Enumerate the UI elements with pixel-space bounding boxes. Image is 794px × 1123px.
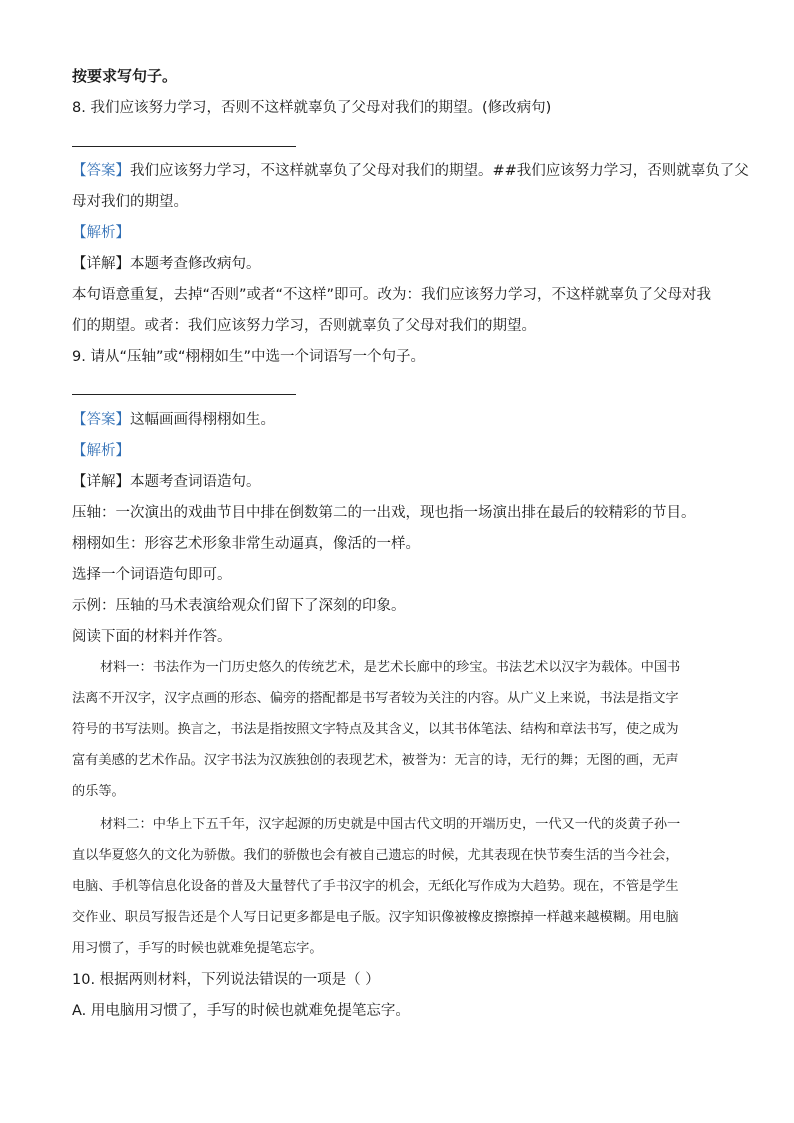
answer-8-line-1 [72,161,749,181]
answer-blank-9 [72,394,296,395]
answer-text: 这幅画画得栩栩如生。 [130,412,275,428]
material-2-line: 电脑、手机等信息化设备的普及大量替代了手书汉字的机会，无纸化写作成为大趋势。现在，不管是学生 [72,879,679,894]
section-heading: 按要求写句子。 [72,67,178,85]
analysis-tag-8: 【解析】 [72,225,130,241]
detail-8 [72,254,732,274]
material-1-line: 材料一：书法作为一门历史悠久的传统艺术，是艺术长廊中的珍宝。书法艺术以汉字为载体。中国书 [100,660,681,675]
material-1-line: 法离不开汉字，汉字点画的形态、偏旁的搭配都是书写者较为关注的内容。从广义上来说，书法是指文字 [72,691,679,706]
option-a: A. 用电脑用习惯了，手写的时候也就难免提笔忘字。 [72,1003,410,1019]
answer-text: 我们应该努力学习，不这样就辜负了父母对我们的期望。##我们应该努力学习，否则就辜负了父 [130,163,749,179]
question-10: 10. 根据两则材料，下列说法错误的一项是（ ） [72,972,380,988]
detail-tag: 【详解】 [72,256,130,272]
analysis-tag-9: 【解析】 [72,443,130,459]
detail-tag: 【详解】 [72,474,130,490]
material-2-line: 交作业、职员写报告还是个人写日记更多都是电子版。汉字知识像被橡皮擦擦掉一样越来越模糊。用电脑 [72,910,679,925]
answer-8-line-2: 母对我们的期望。 [72,194,188,210]
material-2-line: 材料二：中华上下五千年，汉字起源的历史就是中国古代文明的开端历史，一代又一代的炎黄子孙一 [100,817,681,832]
definition-1: 压轴：一次演出的戏曲节目中排在倒数第二的一出戏，现也指一场演出排在最后的较精彩的节目。 [72,505,696,521]
question-9: 9. 请从“压轴”或“栩栩如生”中选一个词语写一个句子。 [72,349,425,365]
answer-9 [72,410,732,430]
detail-text: 本题考查修改病句。 [130,256,261,272]
detail-9 [72,472,732,492]
question-8: 8. 我们应该努力学习，否则不这样就辜负了父母对我们的期望。(修改病句) [72,100,552,116]
reading-intro: 阅读下面的材料并作答。 [72,629,232,645]
definition-2: 栩栩如生：形容艺术形象非常生动逼真，像活的一样。 [72,536,420,552]
example: 示例：压轴的马术表演给观众们留下了深刻的印象。 [72,598,406,614]
material-1-line: 符号的书写法则。换言之，书法是指按照文字特点及其含义，以其书体笔法、结构和章法书写，使之成为 [72,722,679,737]
detail-text: 本题考查词语造句。 [130,474,261,490]
answer-tag: 【答案】 [72,412,130,428]
explain-8-line-1: 本句语意重复，去掉“否则”或者“不这样”即可。改为：我们应该努力学习，不这样就辜负了父母对我 [72,287,712,303]
material-2-line: 直以华夏悠久的文化为骄傲。我们的骄傲也会有被自己遗忘的时候，尤其表现在快节奏生活的当今社会， [72,848,679,863]
material-1-line: 富有美感的艺术作品。汉字书法为汉族独创的表现艺术，被誉为：无言的诗，无行的舞；无图的画，无声 [72,753,679,768]
material-1-line: 的乐等。 [72,784,125,799]
answer-tag: 【答案】 [72,163,130,179]
explain-8-line-2: 们的期望。或者：我们应该努力学习，否则就辜负了父母对我们的期望。 [72,318,536,334]
tip: 选择一个词语造句即可。 [72,567,232,583]
answer-blank-8 [72,146,296,147]
material-2-line: 用习惯了，手写的时候也就难免提笔忘字。 [72,941,323,956]
